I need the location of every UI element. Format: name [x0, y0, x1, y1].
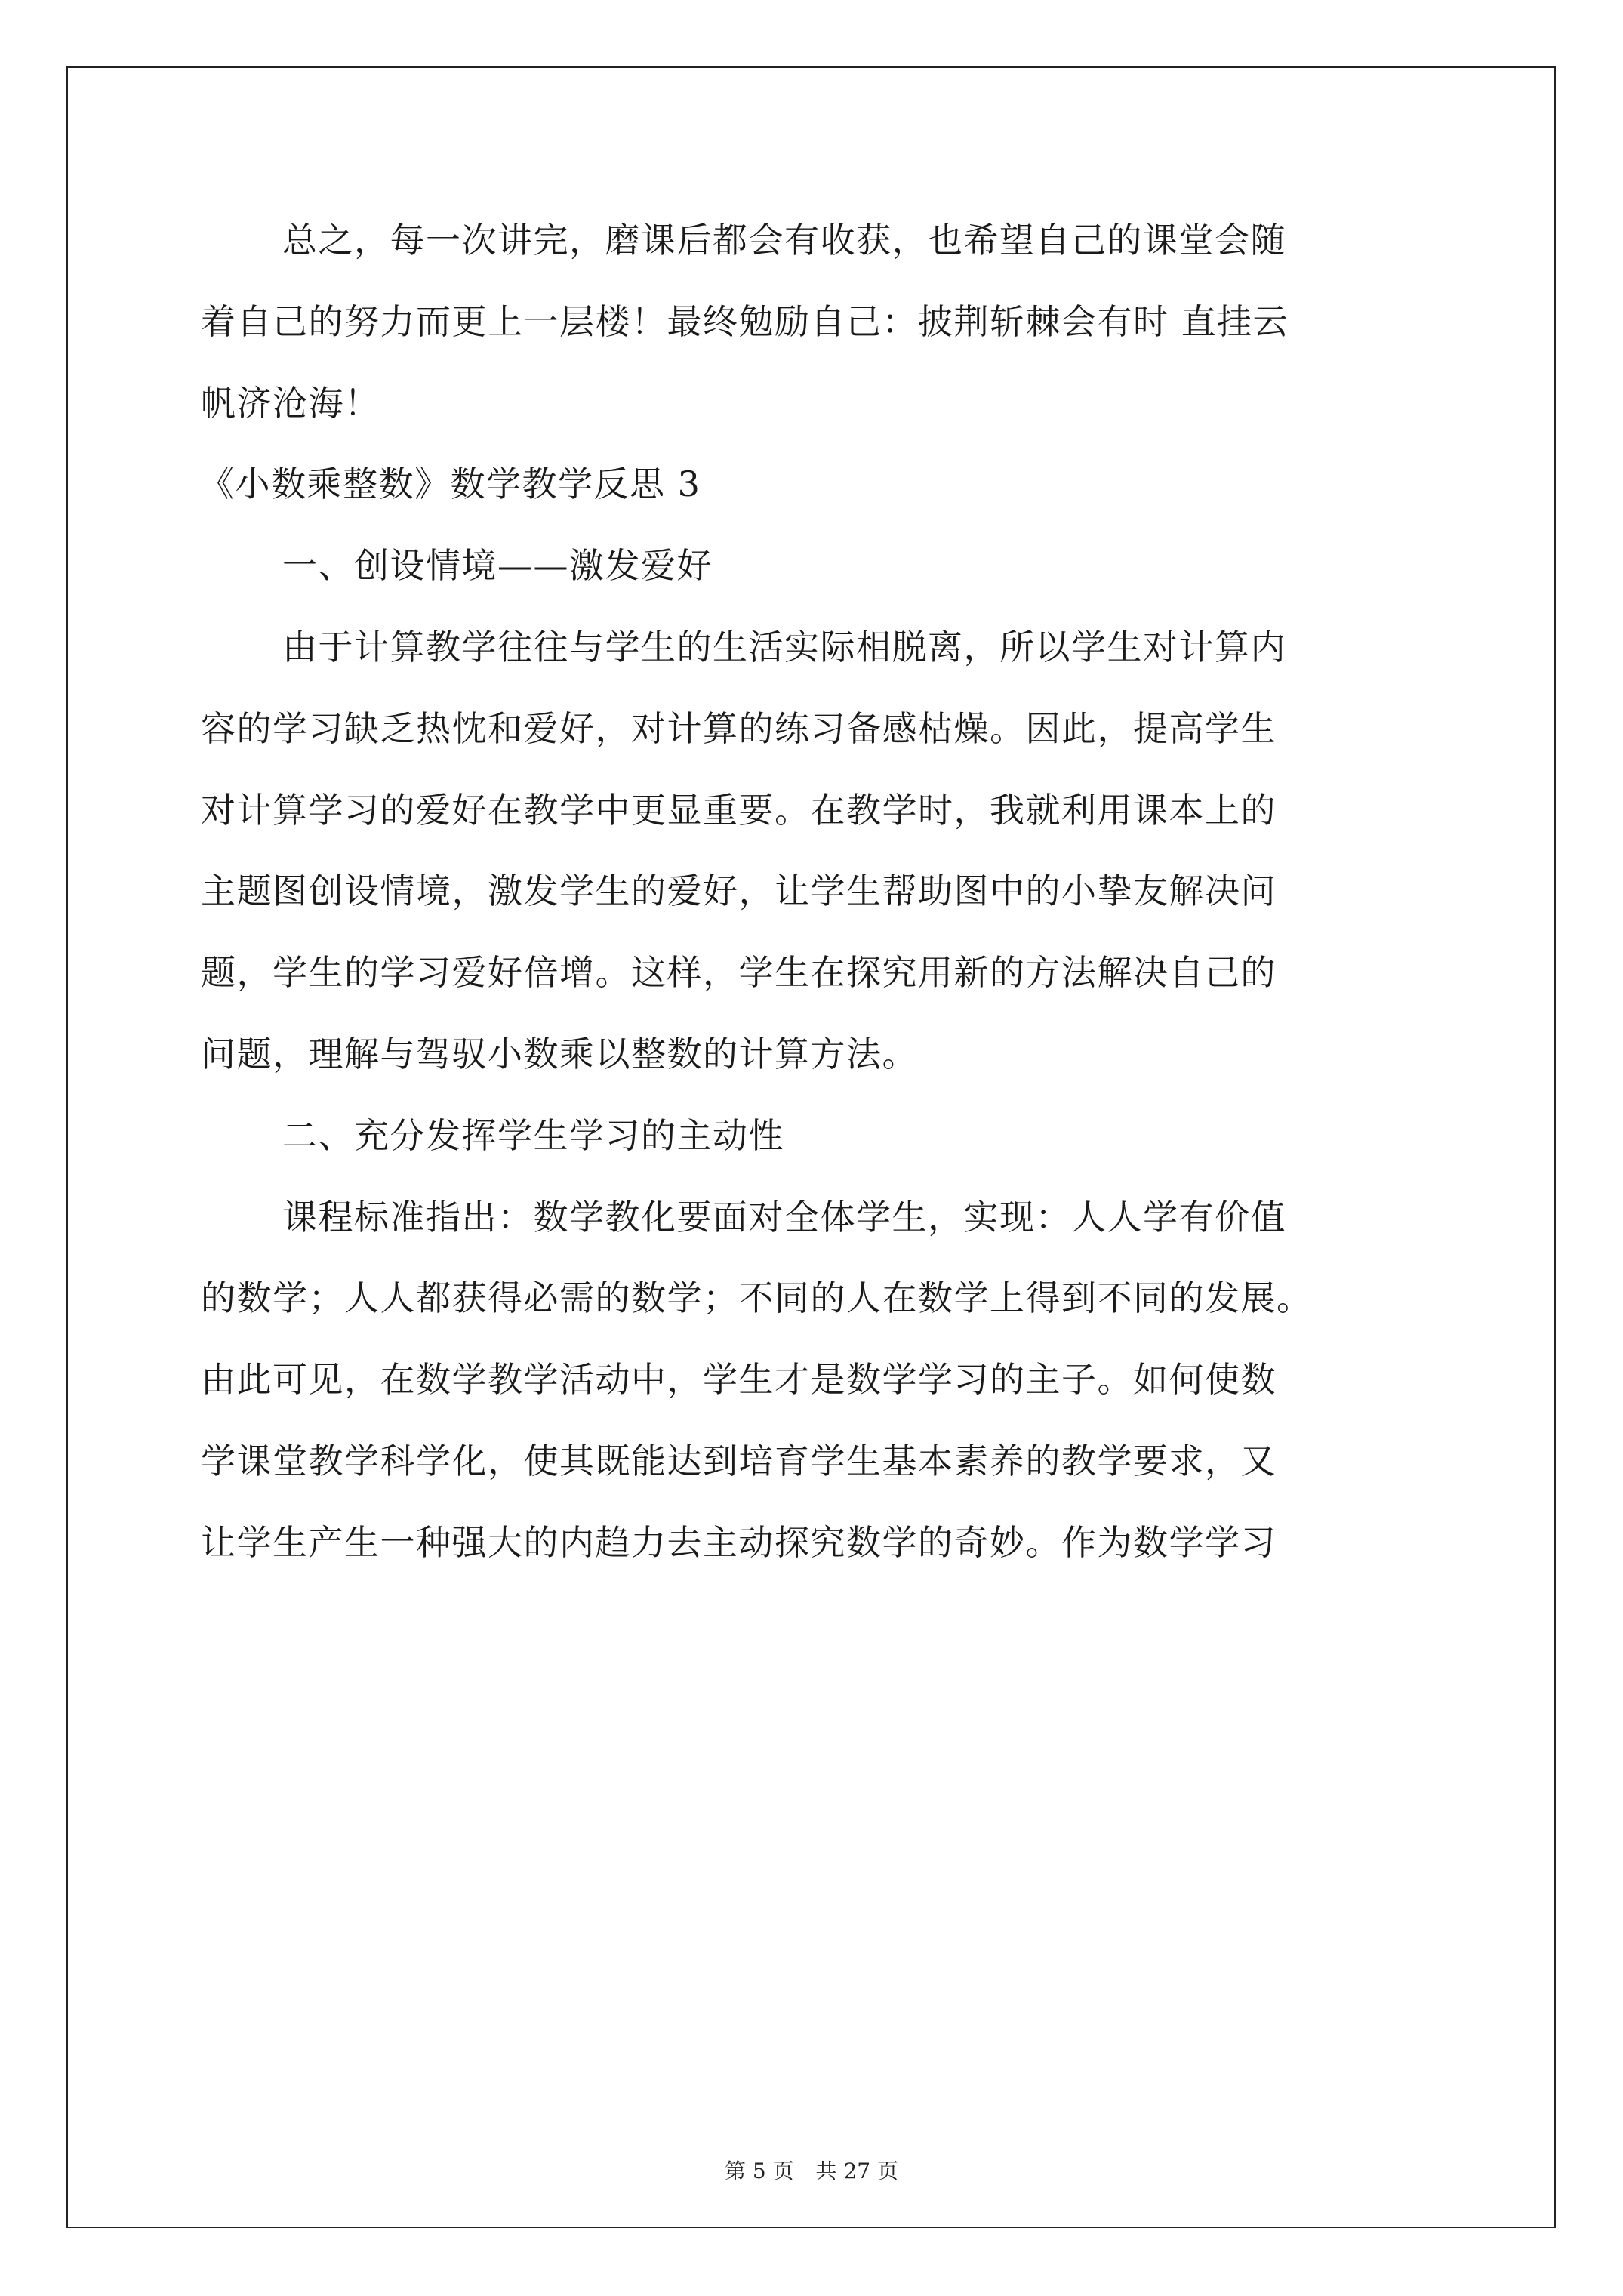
- paragraph-line: 的数学；人人都获得必需的数学；不同的人在数学上得到不同的发展。: [201, 1277, 1313, 1318]
- page-total: 共 27 页: [815, 2159, 898, 2184]
- page-number: 第 5 页: [725, 2159, 794, 2184]
- heading-2: 二、充分发挥学生学习的主动性: [282, 1115, 784, 1156]
- paragraph-line: 由于计算教学往往与学生的生活实际相脱离，所以学生对计算内: [282, 627, 1286, 667]
- paragraph-line: 容的学习缺乏热忱和爱好，对计算的练习备感枯燥。因此，提高学生: [201, 708, 1277, 749]
- section-title: 《小数乘整数》数学教学反思 3: [199, 464, 701, 504]
- heading-1: 一、创设情境——激发爱好: [282, 545, 713, 586]
- paragraph-line: 学课堂教学科学化，使其既能达到培育学生基本素养的教学要求，又: [201, 1441, 1277, 1481]
- page-footer: [0, 2158, 1623, 2185]
- paragraph-line: 对计算学习的爱好在教学中更显重要。在教学时，我就利用课本上的: [201, 790, 1277, 831]
- paragraph-line: 让学生产生一种强大的内趋力去主动探究数学的奇妙。作为数学学习: [201, 1522, 1277, 1563]
- paragraph-line: 题，学生的学习爱好倍增。这样，学生在探究用新的方法解决自己的: [201, 952, 1277, 993]
- paragraph-line: 主题图创设情境，激发学生的爱好，让学生帮助图中的小挚友解决问: [201, 871, 1277, 911]
- paragraph-line: 由此可见，在数学教学活动中，学生才是数学学习的主子。如何使数: [201, 1359, 1277, 1400]
- paragraph-line: 问题，理解与驾驭小数乘以整数的计算方法。: [201, 1034, 918, 1074]
- paragraph-line: 帆济沧海！: [201, 383, 380, 424]
- paragraph-line: 总之，每一次讲完，磨课后都会有收获，也希望自己的课堂会随: [282, 220, 1286, 260]
- paragraph-line: 课程标准指出：数学教化要面对全体学生，实现：人人学有价值: [282, 1197, 1286, 1237]
- paragraph-line: 着自己的努力而更上一层楼！最终勉励自己：披荆斩棘会有时 直挂云: [201, 301, 1289, 342]
